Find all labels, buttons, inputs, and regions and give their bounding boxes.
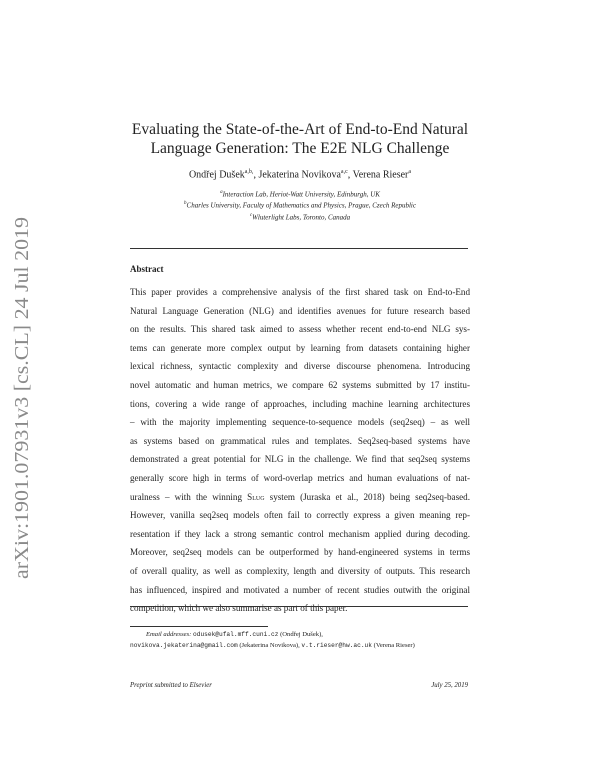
title-line-1: Evaluating the State-of-the-Art of End-to-End Natural	[131, 121, 469, 138]
abstract-line: uralness – with the winning Slug system (Juraska et al., 2018) being seq2seq-based.	[130, 491, 470, 502]
paper-title	[80, 120, 520, 158]
arxiv-stamp	[6, 210, 36, 580]
abstract-line: novel automatic and human metrics, we compare 62 systems submitted by 17 institu-	[130, 379, 470, 390]
email-link[interactable]: novikova.jekaterina@gmail.com	[130, 642, 238, 649]
author-list: Ondřej Dušek$^{a,b,}$, Jekaterina Novikova$^{a,c}$, Verena Rieser$^a$	[188, 169, 412, 181]
abstract-top-rule	[130, 248, 468, 249]
abstract-heading: Abstract	[130, 264, 164, 274]
abstract-line: Natural Language Generation (NLG) and identifies avenues for future research based	[130, 305, 470, 316]
footnote-line-2	[130, 642, 415, 649]
system-name: Slug	[247, 491, 265, 502]
abstract-line: Moreover, seq2seq models can be outperformed by hand-engineered systems in terms	[130, 547, 470, 558]
arxiv-stamp-text: arXiv:1901.07931v3 [cs.CL] 24 Jul 2019	[12, 257, 33, 579]
abstract-line: on the results. This shared task aimed to assess whether recent end-to-end NLG sys-	[130, 324, 470, 335]
author-name: Ondřej Dušek	[188, 169, 245, 181]
abstract-line: generally score high in terms of word-overlap metrics and human evaluations of nat-	[130, 472, 470, 483]
abstract-line: lexical richness, syntactic complexity and diverse discourse phenomena. Introducing	[130, 361, 470, 372]
abstract-line: This paper provides a comprehensive analysis of the first shared task on End-to-End	[130, 287, 470, 297]
author-sup: a,c	[340, 169, 348, 175]
email-link[interactable]: v.t.rieser@hw.ac.uk	[301, 642, 372, 649]
abstract-line: as systems based on grammatical rules and templates. Seq2seq-based systems have	[130, 435, 470, 446]
abstract-line: of overall quality, as well as complexity, length and diversity of outputs. This research	[130, 565, 470, 576]
author-sup: a,b,	[244, 169, 254, 175]
footer-right: July 25, 2019	[431, 682, 468, 689]
abstract-line: resentation if they lack a strong semantic control mechanism applied during decoding.	[130, 528, 470, 539]
email-owner: (Verena Rieser)	[373, 642, 415, 649]
affiliation-list	[80, 188, 520, 222]
abstract-bottom-rule	[130, 606, 468, 607]
footer-left: Preprint submitted to Elsevier	[130, 682, 212, 689]
footnote-line-1	[146, 631, 323, 638]
author-name: Verena Rieser	[352, 169, 409, 181]
footnote-rule	[130, 626, 268, 627]
abstract-line: competition, which we also summarise as part of this paper.	[130, 603, 348, 614]
email-owner: (Ondřej Dušek),	[280, 631, 323, 638]
email-label: Email addresses:	[146, 631, 192, 638]
email-link[interactable]: odusek@ufal.mff.cuni.cz	[193, 631, 279, 638]
abstract-line: demonstrated a great potential for NLG in the challenge. We find that seq2seq systems	[130, 454, 470, 465]
email-owner: (Jekaterina Novikova),	[239, 642, 300, 649]
affiliation: $^a$Interaction Lab, Heriot-Watt University, Edinburgh, UK	[220, 190, 380, 199]
title-line-2: Language Generation: The E2E NLG Challenge	[150, 140, 450, 157]
affiliation: $^c$Wluterlight Labs, Toronto, Canada	[249, 212, 351, 221]
abstract-line: has influenced, inspired and motivated a number of recent studies outwith the original	[130, 584, 470, 595]
abstract-line: tions, covering a wide range of approaches, including machine learning architectures	[130, 398, 470, 409]
abstract-body	[130, 283, 470, 618]
abstract-line: – with the majority implementing sequence-to-sequence models (seq2seq) – as well	[130, 417, 470, 428]
author-sup: a	[408, 169, 412, 175]
abstract-line: tems can generate more complex output by learning from datasets containing higher	[130, 342, 470, 353]
author-name: Jekaterina Novikova	[258, 169, 341, 181]
affiliation: $^b$Charles University, Faculty of Mathematics and Physics, Prague, Czech Republic	[184, 201, 416, 210]
abstract-line: However, vanilla seq2seq models often fail to correctly express a given meaning rep-	[130, 510, 470, 521]
